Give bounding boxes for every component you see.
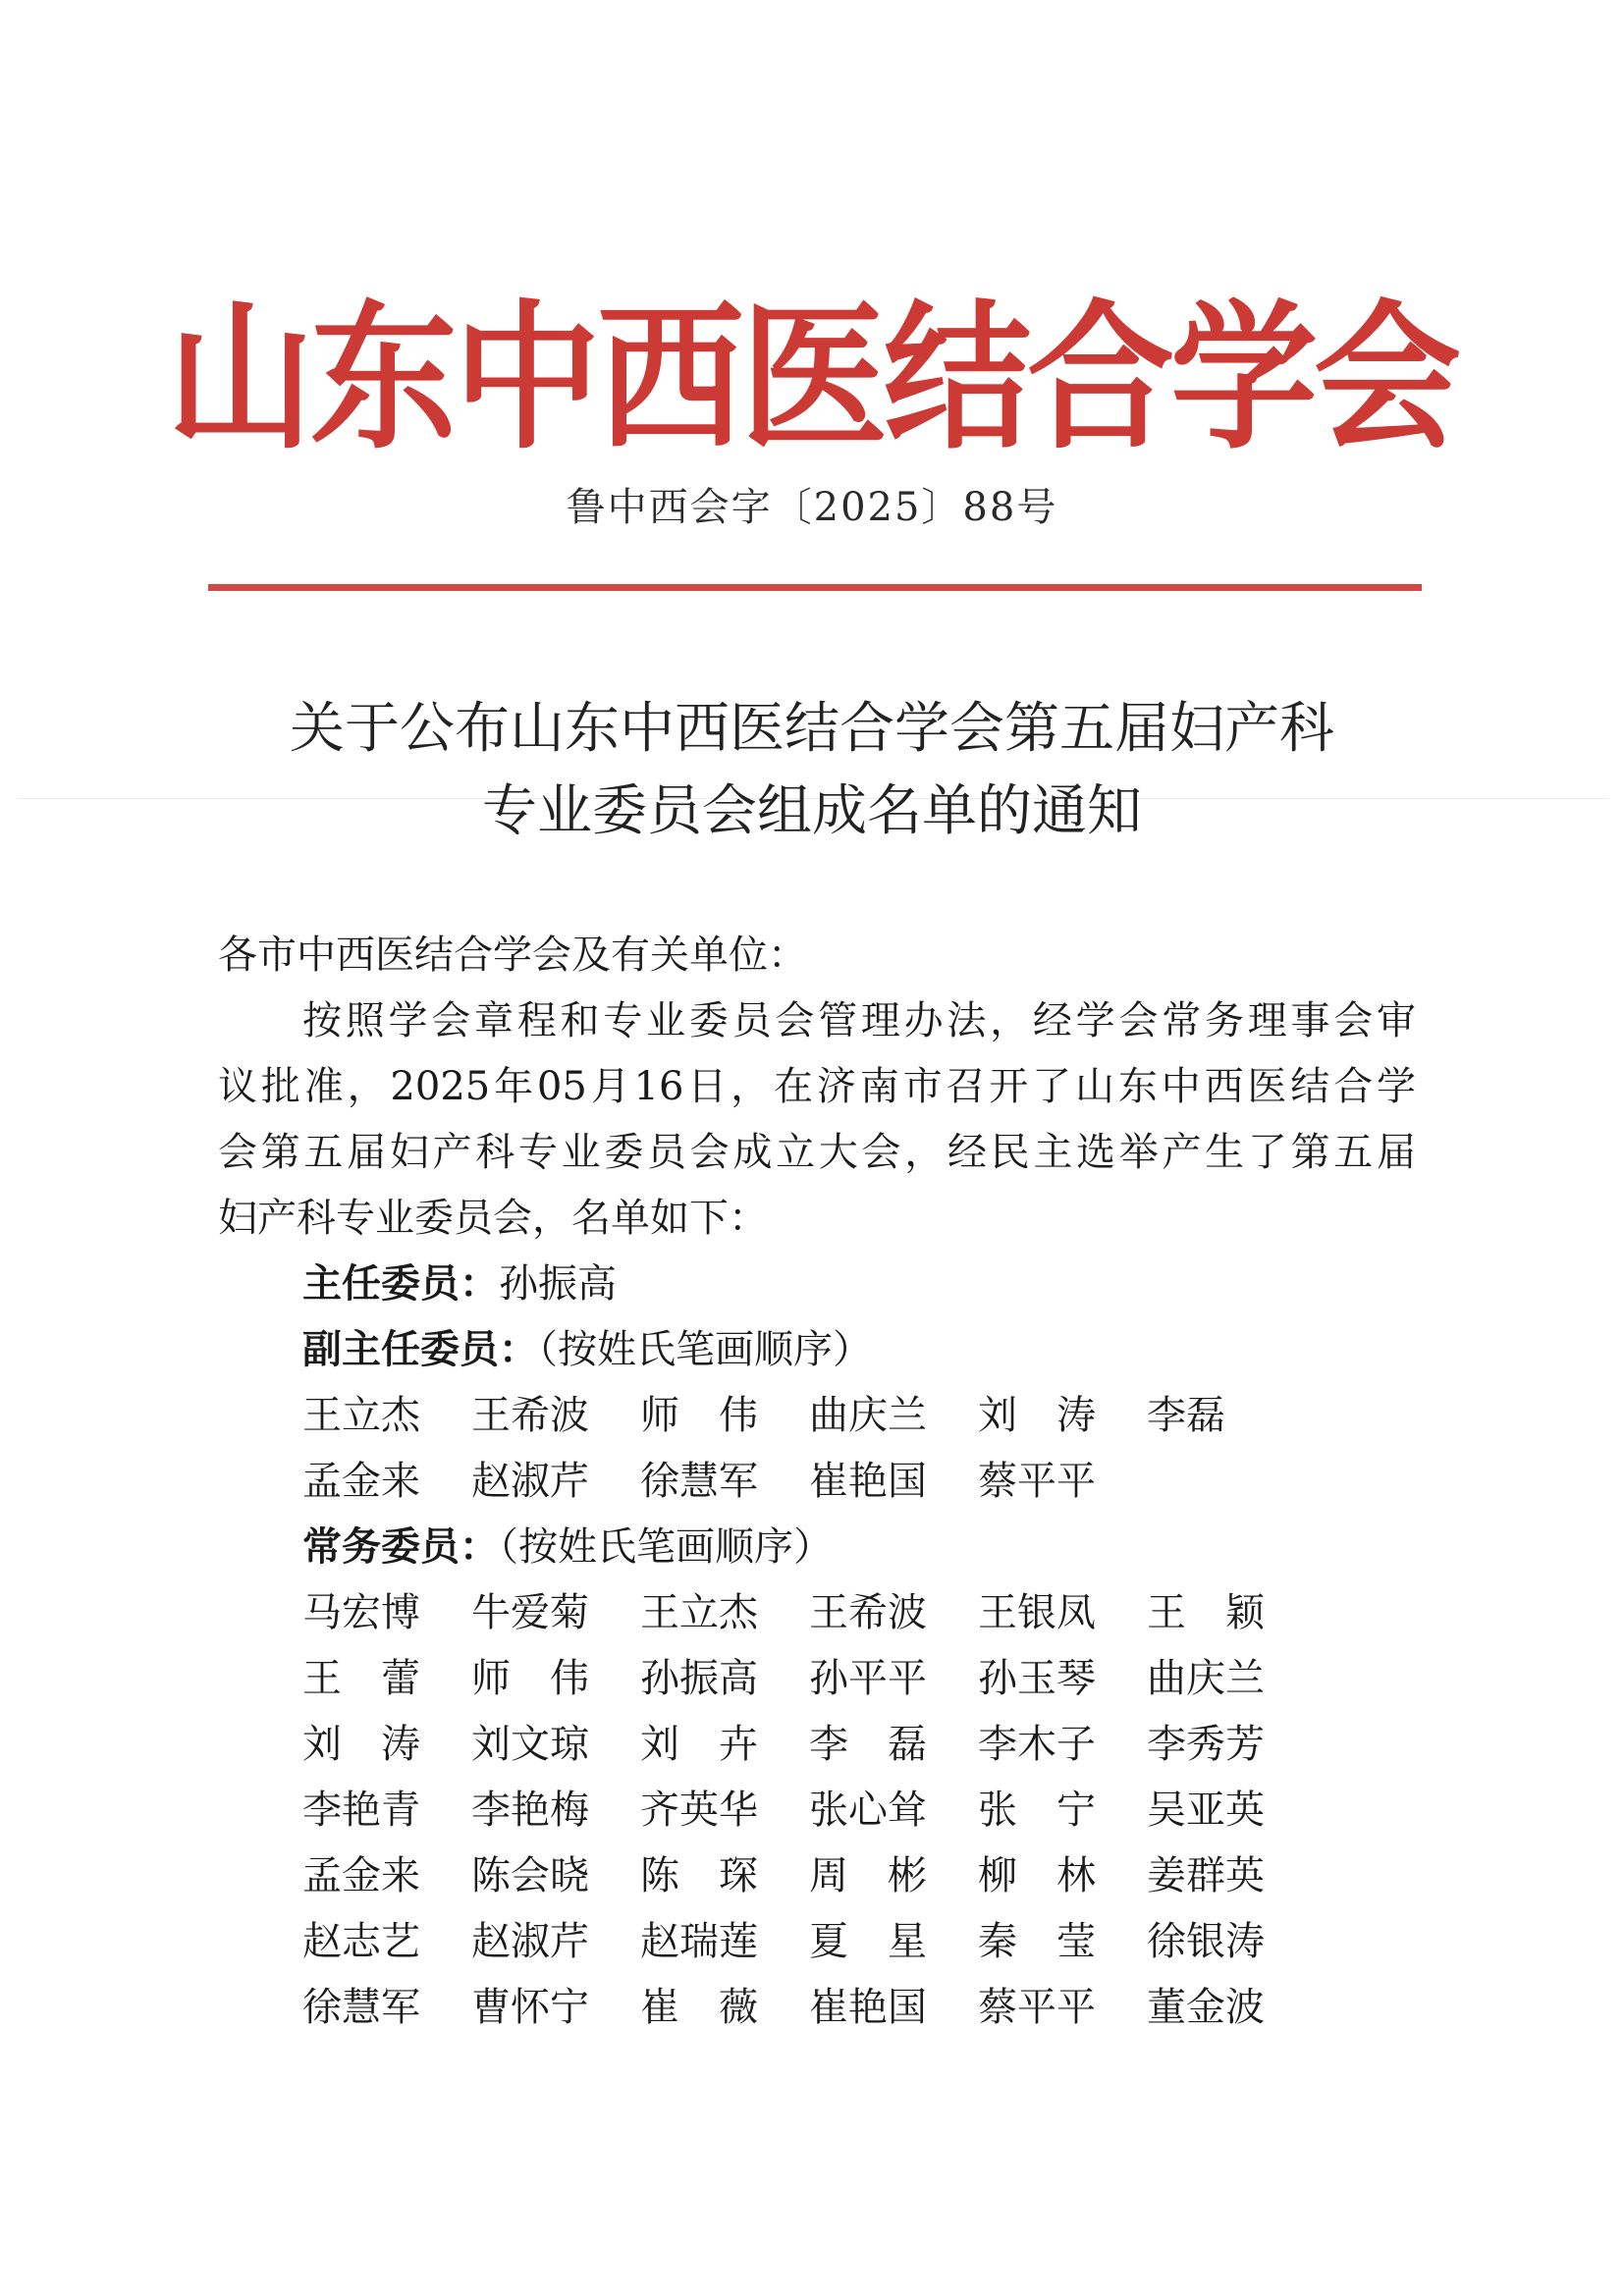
- member-name: 王希波: [471, 1393, 589, 1438]
- member-name: 赵志艺: [302, 1919, 420, 1964]
- member-name: 姜群英: [1147, 1853, 1265, 1898]
- name-row: [218, 1909, 1416, 1975]
- member-name: 王银凤: [978, 1590, 1096, 1635]
- member-name: 蔡平平: [978, 1985, 1096, 2030]
- paragraph-line: 议批准，2025年05月16日，在济南市召开了山东中西医结合学: [218, 1064, 1416, 1109]
- standing-order-note: （按姓氏笔画顺序）: [499, 1524, 833, 1570]
- member-name: 刘 卉: [640, 1722, 758, 1767]
- deputy-order-note: （按姓氏笔画顺序）: [538, 1327, 872, 1372]
- member-name: 周 彬: [809, 1853, 927, 1898]
- member-name: 徐银涛: [1147, 1919, 1265, 1964]
- member-name: 曲庆兰: [809, 1393, 927, 1438]
- member-name: 蔡平平: [978, 1459, 1096, 1504]
- salutation: 各市中西医结合学会及有关单位：: [218, 933, 807, 978]
- member-name: 牛爱菊: [471, 1590, 589, 1635]
- member-name: 孟金来: [302, 1853, 420, 1898]
- member-name: 王立杰: [640, 1590, 758, 1635]
- name-row: [218, 1975, 1416, 2041]
- member-name: 秦 莹: [978, 1919, 1096, 1964]
- member-name: 徐慧军: [302, 1985, 420, 2030]
- letterhead-red-rule: [208, 584, 1422, 591]
- deputy-names: [218, 1383, 1416, 1515]
- notice-title-line-1: 关于公布山东中西医结合学会第五届妇产科: [290, 697, 1334, 761]
- member-name: 李艳青: [302, 1788, 420, 1833]
- name-row: [218, 1843, 1416, 1909]
- member-name: 崔艳国: [809, 1459, 927, 1504]
- member-name: 崔 薇: [640, 1985, 758, 2030]
- name-row: [218, 1449, 1416, 1515]
- director-line: [218, 1252, 1416, 1317]
- notice-title-line-2: 专业委员会组成名单的通知: [482, 779, 1142, 843]
- member-name: 赵淑芹: [471, 1919, 589, 1964]
- paragraph-line: 妇产科专业委员会，名单如下：: [218, 1196, 768, 1241]
- deputy-label: 副主任委员：: [302, 1327, 538, 1372]
- member-name: 刘 涛: [978, 1393, 1096, 1438]
- member-name: 崔艳国: [809, 1985, 927, 2030]
- member-name: 徐慧军: [640, 1459, 758, 1504]
- member-name: 曲庆兰: [1147, 1656, 1265, 1701]
- name-row: [218, 1383, 1416, 1449]
- member-name: 王立杰: [302, 1393, 420, 1438]
- member-name: 王 颖: [1147, 1590, 1265, 1635]
- member-name: 李磊: [1147, 1393, 1225, 1438]
- member-name: 王希波: [809, 1590, 927, 1635]
- paragraph-line: 按照学会章程和专业委员会管理办法，经学会常务理事会审: [302, 998, 1416, 1043]
- member-name: 曹怀宁: [471, 1985, 589, 2030]
- name-row: [218, 1712, 1416, 1778]
- director-name: 孙振高: [499, 1261, 617, 1307]
- member-name: 吴亚英: [1147, 1788, 1265, 1833]
- standing-heading: [218, 1515, 1416, 1580]
- member-name: 陈 琛: [640, 1853, 758, 1898]
- letterhead-org-name: 山东中西医结合学会: [166, 284, 1457, 472]
- member-name: 刘文琼: [471, 1722, 589, 1767]
- member-name: 赵瑞莲: [640, 1919, 758, 1964]
- member-name: 马宏博: [302, 1590, 420, 1635]
- paragraph-line: 会第五届妇产科专业委员会成立大会，经民主选举产生了第五届: [218, 1130, 1416, 1175]
- member-name: 张 宁: [978, 1788, 1096, 1833]
- member-name: 孙平平: [809, 1656, 927, 1701]
- member-name: 孙玉琴: [978, 1656, 1096, 1701]
- member-name: 张心耸: [809, 1788, 927, 1833]
- name-row: [218, 1778, 1416, 1843]
- member-name: 刘 涛: [302, 1722, 420, 1767]
- member-name: 赵淑芹: [471, 1459, 589, 1504]
- member-name: 柳 林: [978, 1853, 1096, 1898]
- member-name: 孙振高: [640, 1656, 758, 1701]
- member-name: 陈会晓: [471, 1853, 589, 1898]
- member-name: 王 蕾: [302, 1656, 420, 1701]
- member-name: 夏 星: [809, 1919, 927, 1964]
- deputy-heading: [218, 1317, 1416, 1383]
- member-name: 董金波: [1147, 1985, 1265, 2030]
- member-name: 齐英华: [640, 1788, 758, 1833]
- name-row: [218, 1646, 1416, 1712]
- standing-names: [218, 1580, 1416, 2041]
- member-name: 李木子: [978, 1722, 1096, 1767]
- member-name: 师 伟: [640, 1393, 758, 1438]
- name-row: [218, 1580, 1416, 1646]
- member-name: 师 伟: [471, 1656, 589, 1701]
- notice-body: [218, 923, 1416, 2041]
- member-name: 李秀芳: [1147, 1722, 1265, 1767]
- document-number: 鲁中西会字〔2025〕88号: [566, 485, 1058, 530]
- member-name: 孟金来: [302, 1459, 420, 1504]
- standing-label: 常务委员：: [302, 1524, 499, 1570]
- director-label: 主任委员：: [302, 1261, 499, 1307]
- member-name: 李 磊: [809, 1722, 927, 1767]
- member-name: 李艳梅: [471, 1788, 589, 1833]
